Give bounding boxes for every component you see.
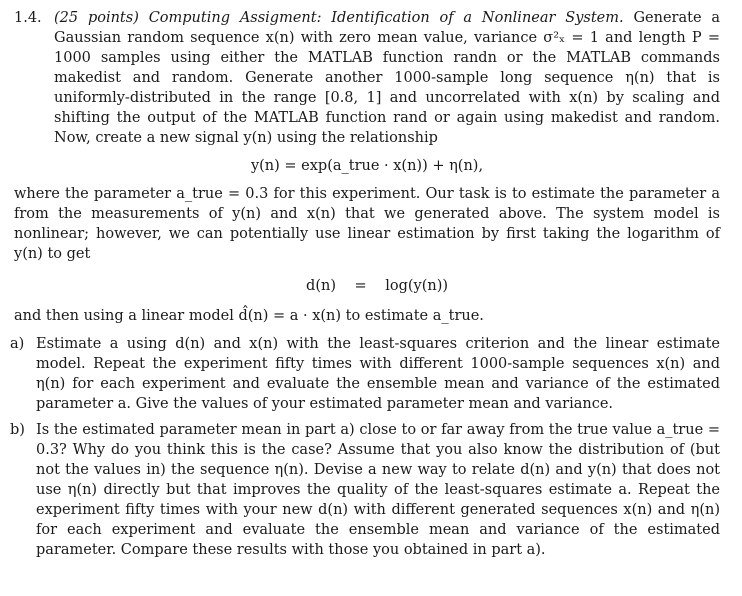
part-text: Estimate a using d(n) and x(n) with the least-squares criterion and the linear estimate model. Repeat the experiment fifty times with different 1000-sample sequences x(n) and η(n) for each experiment and evaluate the ensemble mean and variance of the estimated parameter a. Give the values of your estimated parameter mean and variance. bbox=[36, 336, 720, 412]
intro-text: Generate a Gaussian random sequence x(n) with zero mean value, variance σ²ₓ = 1 and length P = 1000 samples using either the MATLAB function randn or the MATLAB commands makedist and random. Generate another 1000-sample long sequence η(n) that is uniformly-distributed in the range [0.8, 1] and uncorrelated with x(n) by scaling and shifting the output of the MATLAB function rand or again using makedist and random. Now, create a new signal y(n) using the relationship bbox=[54, 10, 720, 146]
equation-1: y(n) = exp(a_true · x(n)) + η(n), bbox=[250, 158, 484, 174]
part-label: b) bbox=[10, 422, 25, 438]
equation-2 bbox=[14, 276, 720, 296]
part-item bbox=[10, 420, 720, 560]
problem-1-4 bbox=[14, 8, 720, 148]
after-text: and then using a linear model d̂(n) = a · x(n) to estimate a_true. bbox=[14, 308, 484, 324]
parts-list bbox=[10, 334, 720, 560]
problem-body bbox=[54, 8, 720, 148]
middle-text: where the parameter a_true = 0.3 for this experiment. Our task is to estimate the parameter a from the measurements of y(n) and x(n) that we generated above. The system model is nonlinear; however, we can potentially use linear estimation by first taking the logarithm of y(n) to get bbox=[14, 186, 720, 262]
problem-points: (25 points) bbox=[54, 10, 139, 26]
part-item bbox=[10, 334, 720, 414]
part-label: a) bbox=[10, 336, 25, 352]
equation-2-rhs: log(y(n)) bbox=[385, 278, 449, 294]
part-text: Is the estimated parameter mean in part a) close to or far away from the true value a_true = 0.3? Why do you think this is the case? Assume that you also know the distribution of (but not the values in) the sequence η(n). Devise a new way to relate d(n) and y(n) that does not use η(n) directly but that improves the quality of the least-squares estimate a. Repeat the experiment fifty times with your new d(n) with different generated sequences x(n) and η(n) for each experiment and evaluate the ensemble mean and variance of the estimated parameter. Compare these results with those you obtained in part a). bbox=[36, 422, 720, 558]
equation-2-lhs: d(n) bbox=[306, 278, 336, 294]
problem-number: 1.4. bbox=[14, 10, 42, 26]
equation-2-rel: = bbox=[354, 278, 367, 294]
problem-intro bbox=[54, 8, 720, 148]
problem-title: Computing Assigment: Identification of a Nonlinear System. bbox=[148, 10, 624, 26]
